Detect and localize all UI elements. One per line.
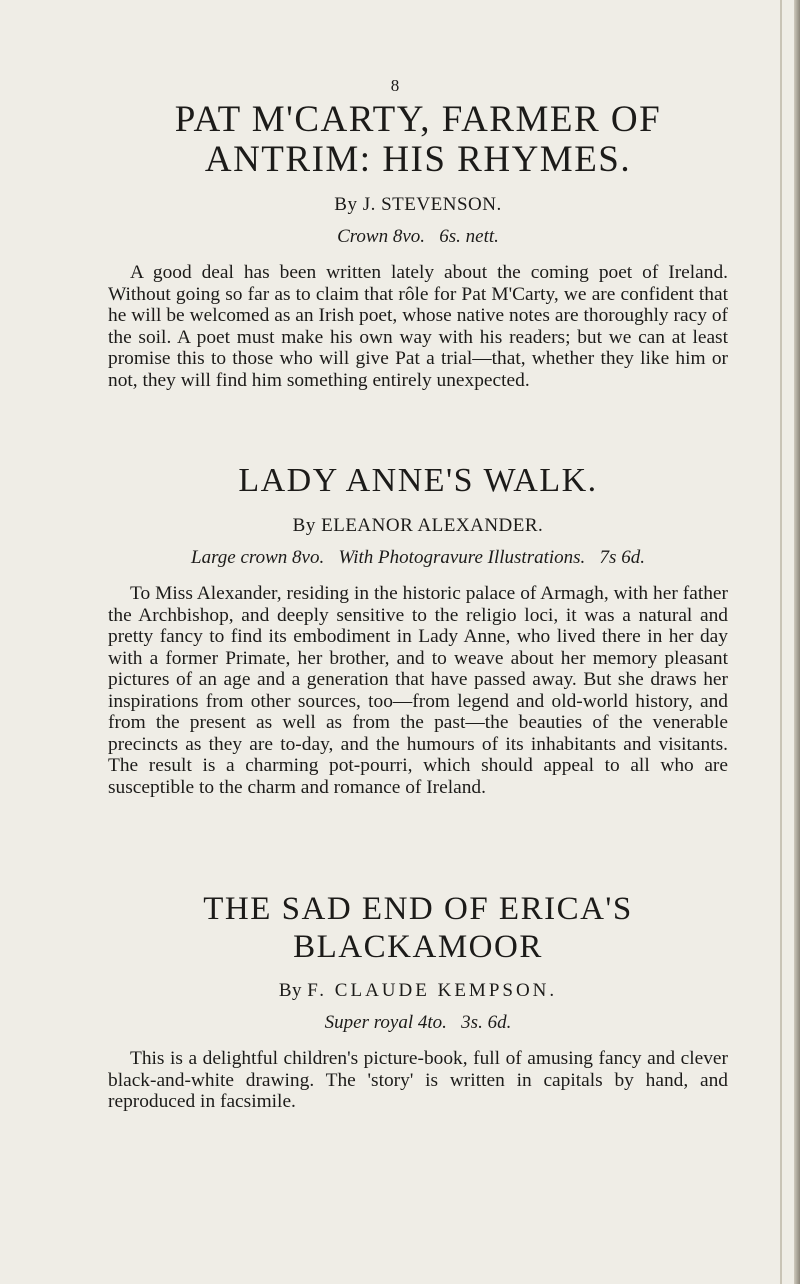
entry-author: ELEANOR ALEXANDER. bbox=[321, 515, 544, 536]
entry-format-price bbox=[108, 547, 728, 569]
entry-byline bbox=[108, 194, 728, 216]
entry-title-line-2: BLACKAMOOR bbox=[293, 929, 543, 965]
page-number: 8 bbox=[390, 76, 400, 95]
entry-byline bbox=[108, 980, 728, 1002]
entry-price: 7s 6d. bbox=[599, 547, 645, 568]
entry-title-line-2: ANTRIM: HIS RHYMES. bbox=[204, 139, 632, 180]
byline-prefix: By bbox=[292, 515, 316, 536]
entry-title bbox=[108, 890, 728, 966]
entry-format-price bbox=[108, 226, 728, 248]
byline-prefix: By bbox=[278, 980, 303, 1001]
entry-format: Large crown 8vo. bbox=[191, 547, 325, 568]
entry-illustrations: With Photogravure Illustrations. bbox=[338, 547, 586, 568]
entry-format: Crown 8vo. bbox=[337, 226, 426, 247]
entry-byline bbox=[108, 515, 728, 537]
entry-title-line-1: PAT M'CARTY, FARMER OF bbox=[174, 99, 662, 140]
entry-description: This is a delightful children's picture-book, full of amusing fancy and clever black-and-white drawing. The 'story' is written in capitals by hand, and reproduced in facsimile. bbox=[108, 1048, 728, 1112]
page-edge bbox=[794, 0, 800, 1284]
entry-format-price bbox=[108, 1012, 728, 1034]
entry-price: 3s. 6d. bbox=[461, 1012, 512, 1033]
page-crease bbox=[780, 0, 782, 1284]
entry-title-line-1: LADY ANNE'S WALK. bbox=[238, 462, 598, 499]
entry-description: A good deal has been written lately about the coming poet of Ireland. Without going so far as to claim that rôle for Pat M'Carty, we are confident that he will be welcomed as an Irish poet, whose native notes are thoroughly racy of the soil. A poet must make his own way with his readers; but we can at least promise this to those who will give Pat a trial—that, whether they like him or not, they will find him something entirely unexpected. bbox=[108, 262, 728, 391]
catalogue-entry-ericas-blackamoor bbox=[108, 890, 728, 1113]
entry-price: 6s. nett. bbox=[439, 226, 499, 247]
entry-author: F. CLAUDE KEMPSON. bbox=[307, 980, 558, 1001]
entry-format: Super royal 4to. bbox=[324, 1012, 447, 1033]
entry-title-line-1: THE SAD END OF ERICA'S bbox=[203, 891, 633, 927]
catalogue-entry-lady-annes-walk bbox=[108, 461, 728, 798]
entry-title bbox=[108, 100, 728, 180]
byline-prefix: By bbox=[334, 194, 358, 215]
entry-title bbox=[108, 461, 728, 501]
entry-description: To Miss Alexander, residing in the historic palace of Armagh, with her father the Archbishop, and deeply sensitive to the religio loci, it was a natural and pretty fancy to find its embodiment in Lady Anne, who lived there in her day with a former Primate, her brother, and to weave about her memory pleasant pictures of an age and a generation that have passed away. But she draws her inspirations from other sources, too—from legend and old-world history, and from the present as well as from the past—the beauties of the venerable precincts as they are to-day, and the humours of its inhabitants and visitants. The result is a charming pot-pourri, which should appeal to all who are susceptible to the charm and romance of Ireland. bbox=[108, 583, 728, 798]
catalogue-entry-pat-mcarty bbox=[108, 100, 728, 391]
entry-author: J. STEVENSON. bbox=[362, 194, 502, 215]
catalogue-listing bbox=[108, 100, 728, 1132]
